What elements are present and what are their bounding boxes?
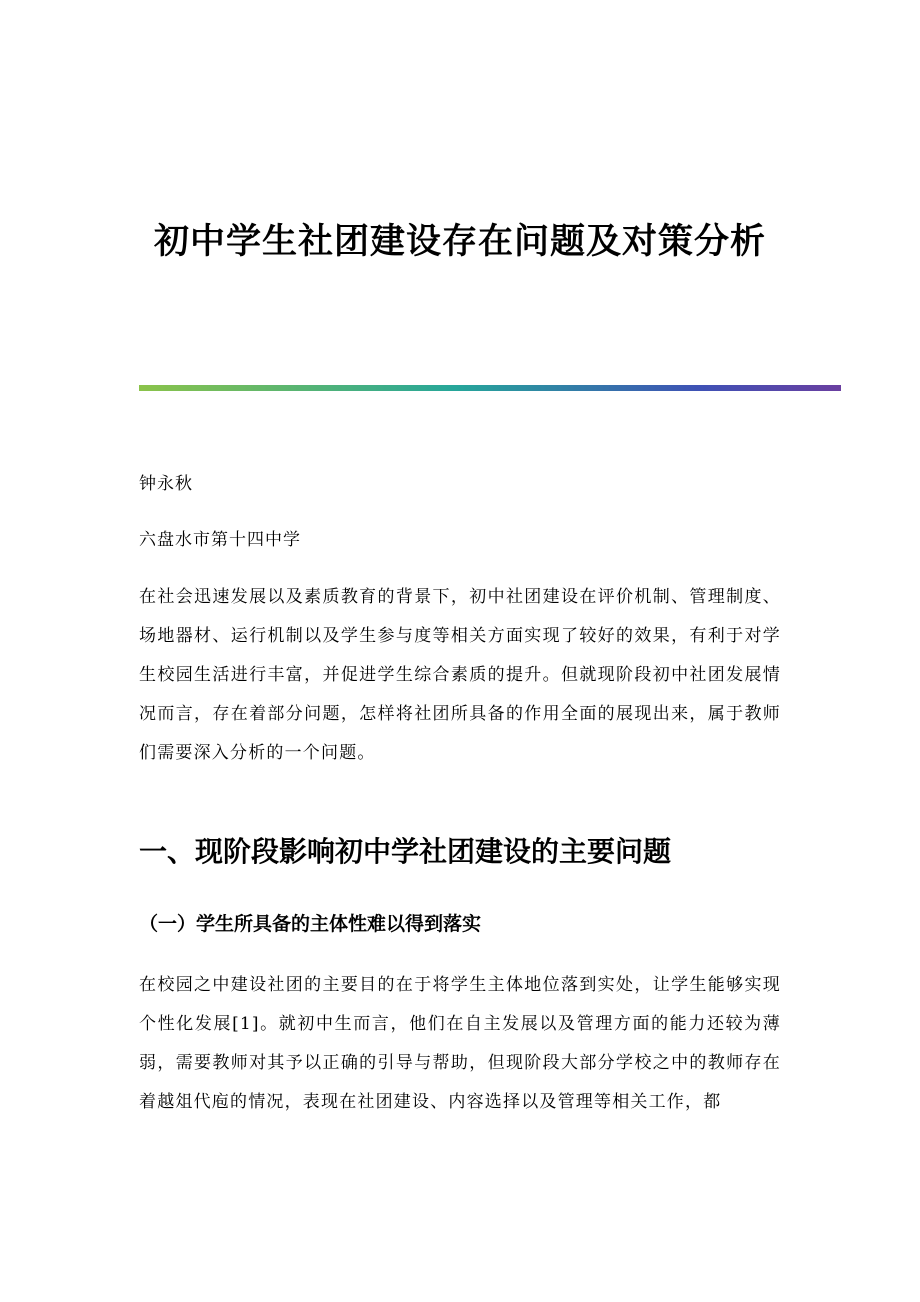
abstract-paragraph: 在社会迅速发展以及素质教育的背景下，初中社团建设在评价机制、管理制度、场地器材、运行机制以及学生参与度等相关方面实现了较好的效果，有利于对学生校园生活进行丰富，并促进学生综合素质的提升。但就现阶段初中社团发展情况而言，存在着部分问题，怎样将社团所具备的作用全面的展现出来，属于教师们需要深入分析的一个问题。 xyxy=(139,587,781,763)
author-affiliation: 六盘水市第十四中学 xyxy=(139,530,301,550)
document-title: 初中学生社团建设存在问题及对策分析 xyxy=(153,221,766,262)
subsection-heading: （一）学生所具备的主体性难以得到落实 xyxy=(139,913,482,935)
author-name: 钟永秋 xyxy=(139,474,193,494)
section-heading: 一、现阶段影响初中学社团建设的主要问题 xyxy=(139,835,672,868)
body-paragraph: 在校园之中建设社团的主要目的在于将学生主体地位落到实处，让学生能够实现个性化发展[1]。就初中生而言，他们在自主发展以及管理方面的能力还较为薄弱，需要教师对其予以正确的引导与帮助，但现阶段大部分学校之中的教师存在着越俎代庖的情况，表现在社团建设、内容选择以及管理等相关工作，都 xyxy=(139,975,781,1112)
title-divider xyxy=(139,385,841,391)
